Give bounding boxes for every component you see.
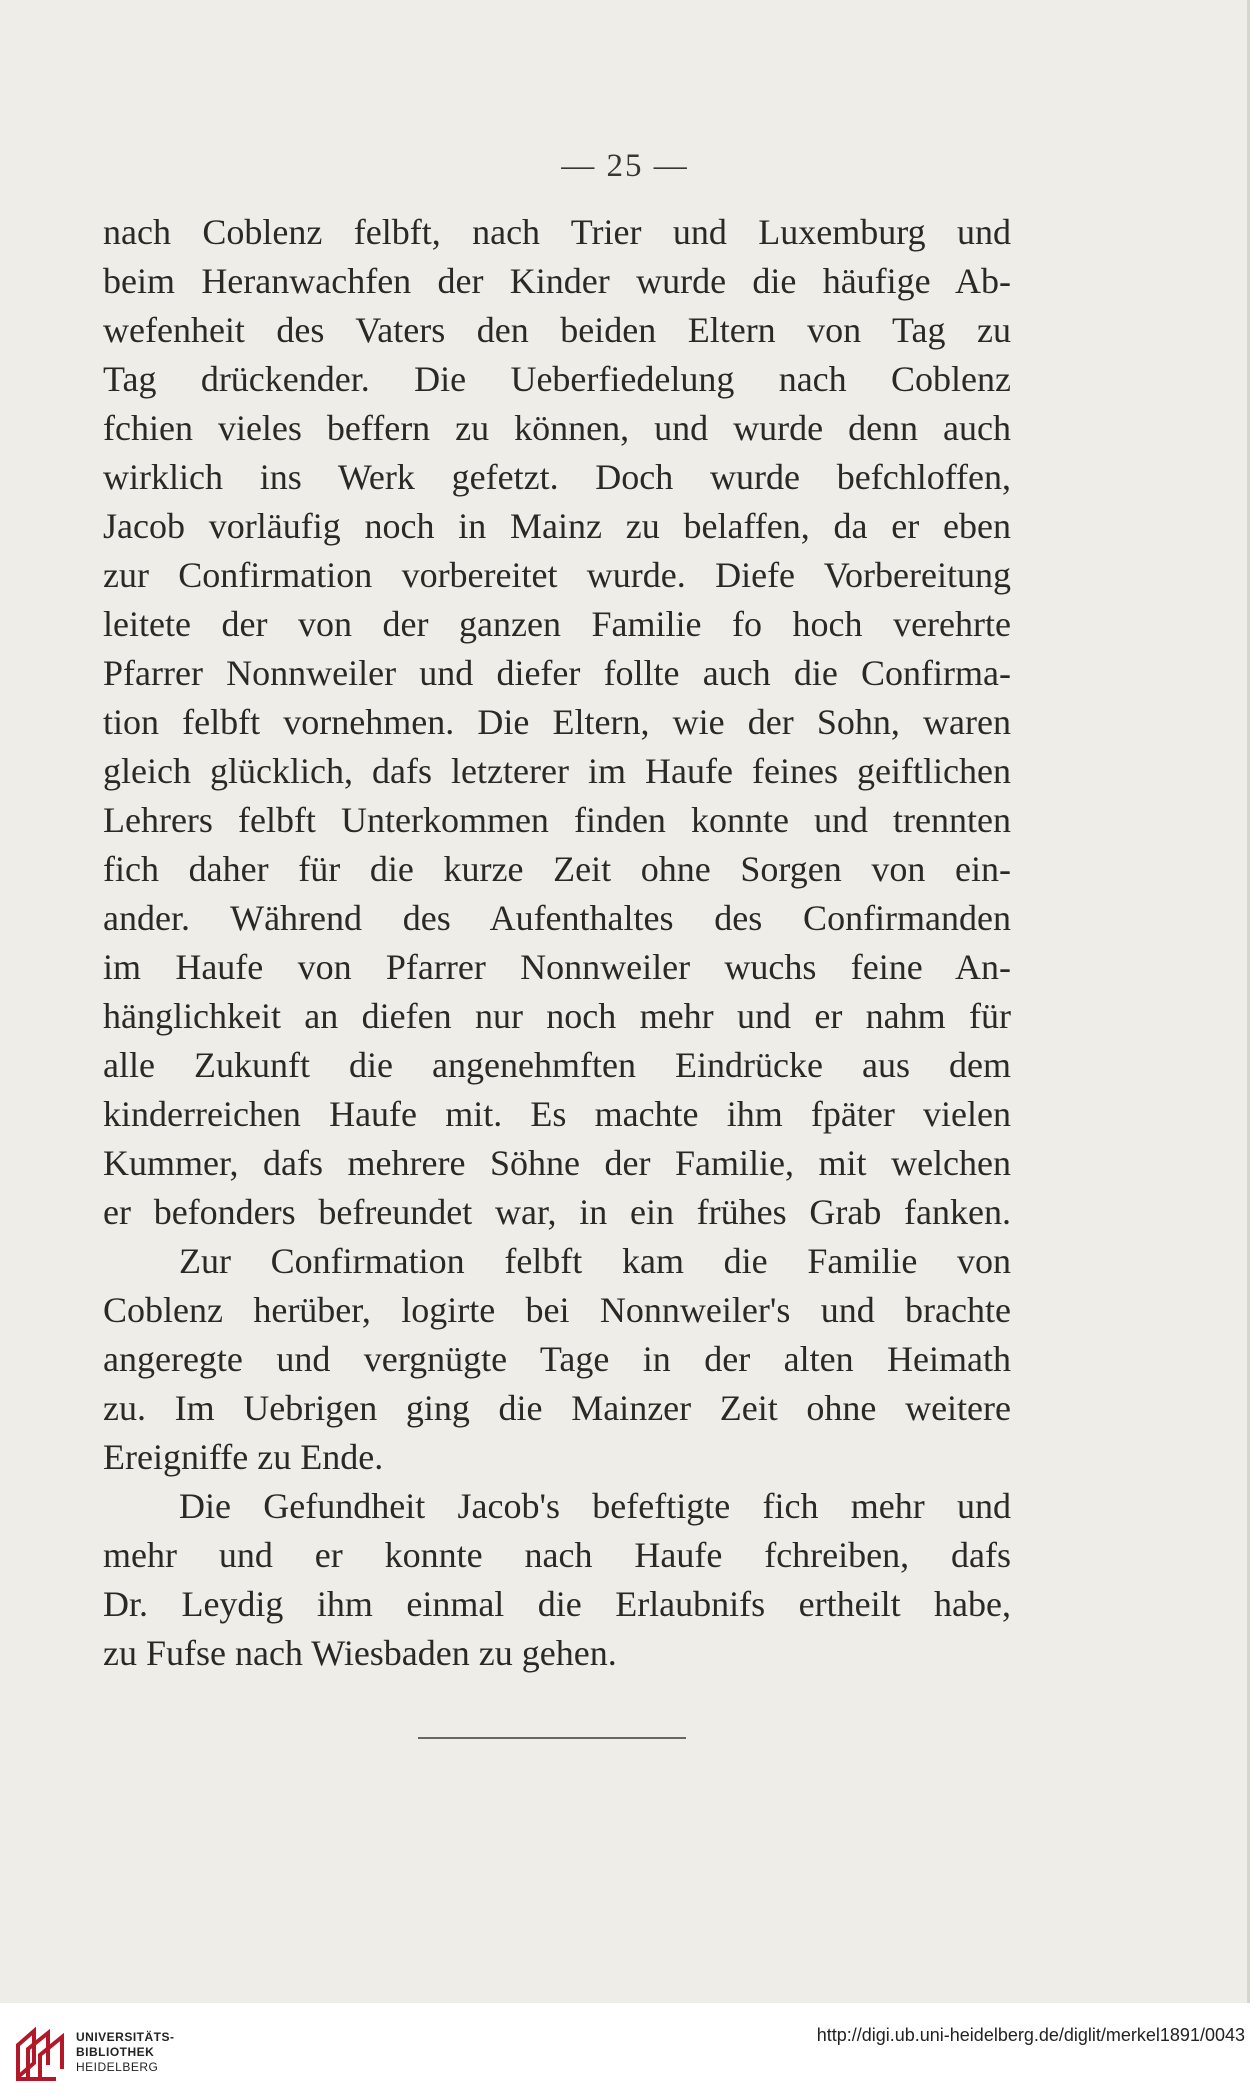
text-line: Dr. Leydig ihm einmal die Erlaubnifs ertheilt habe, <box>103 1584 1011 1624</box>
text-line: kinderreichen Haufe mit. Es machte ihm fpäter vielen <box>103 1094 1011 1134</box>
section-divider <box>418 1737 686 1739</box>
text-line: Die Gefundheit Jacob's befeftigte fich mehr und <box>179 1486 1011 1526</box>
text-line: angeregte und vergnügte Tage in der alten Heimath <box>103 1339 1011 1379</box>
text-line: zu Fufse nach Wiesbaden zu gehen. <box>103 1633 617 1673</box>
text-line: leitete der von der ganzen Familie fo hoch verehrte <box>103 604 1011 644</box>
text-line: alle Zukunft die angenehmften Eindrücke aus dem <box>103 1045 1011 1085</box>
text-line: zur Confirmation vorbereitet wurde. Diefe Vorbereitung <box>103 555 1011 595</box>
text-line: zu. Im Uebrigen ging die Mainzer Zeit ohne weitere <box>103 1388 1011 1428</box>
text-line: fchien vieles beffern zu können, und wurde denn auch <box>103 408 1011 448</box>
library-name-line1: UNIVERSITÄTS- <box>76 2030 175 2044</box>
library-name <box>76 2030 175 2075</box>
text-line: im Haufe von Pfarrer Nonnweiler wuchs feine An- <box>103 947 1011 987</box>
text-line: Lehrers felbft Unterkommen finden konnte und trennten <box>103 800 1011 840</box>
text-line: hänglichkeit an diefen nur noch mehr und er nahm für <box>103 996 1011 1036</box>
text-line: fich daher für die kurze Zeit ohne Sorgen von ein- <box>103 849 1011 889</box>
library-name-line3: HEIDELBERG <box>76 2060 159 2074</box>
body-text <box>103 208 1011 1678</box>
text-line: mehr und er konnte nach Haufe fchreiben, dafs <box>103 1535 1011 1575</box>
text-line: wefenheit des Vaters den beiden Eltern von Tag zu <box>103 310 1011 350</box>
library-name-line2: BIBLIOTHEK <box>76 2045 155 2059</box>
page-number: — 25 — <box>561 148 689 184</box>
text-line: ander. Während des Aufenthaltes des Confirmanden <box>103 898 1011 938</box>
text-line: Jacob vorläufig noch in Mainz zu belaffen, da er eben <box>103 506 1011 546</box>
text-line: Kummer, dafs mehrere Söhne der Familie, mit welchen <box>103 1143 1011 1183</box>
text-line: nach Coblenz felbft, nach Trier und Luxemburg und <box>103 212 1011 252</box>
text-line: er befonders befreundet war, in ein frühes Grab fanken. <box>103 1192 1011 1232</box>
text-line: beim Heranwachfen der Kinder wurde die häufige Ab- <box>103 261 1011 301</box>
source-url-link[interactable]: http://digi.ub.uni-heidelberg.de/diglit/merkel1891/0043 <box>816 2025 1245 2045</box>
text-line: Tag drückender. Die Ueberfiedelung nach Coblenz <box>103 359 1011 399</box>
text-line: gleich glücklich, dafs letzterer im Haufe feines geiftlichen <box>103 751 1011 791</box>
text-line: wirklich ins Werk gefetzt. Doch wurde befchloffen, <box>103 457 1011 497</box>
library-logo-icon[interactable] <box>12 2023 70 2083</box>
text-line: Pfarrer Nonnweiler und diefer follte auch die Confirma- <box>103 653 1011 693</box>
text-line: tion felbft vornehmen. Die Eltern, wie der Sohn, waren <box>103 702 1011 742</box>
text-line: Coblenz herüber, logirte bei Nonnweiler's und brachte <box>103 1290 1011 1330</box>
footer-bar <box>0 2003 1257 2100</box>
text-line: Ereigniffe zu Ende. <box>103 1437 384 1477</box>
text-line: Zur Confirmation felbft kam die Familie von <box>179 1241 1011 1281</box>
